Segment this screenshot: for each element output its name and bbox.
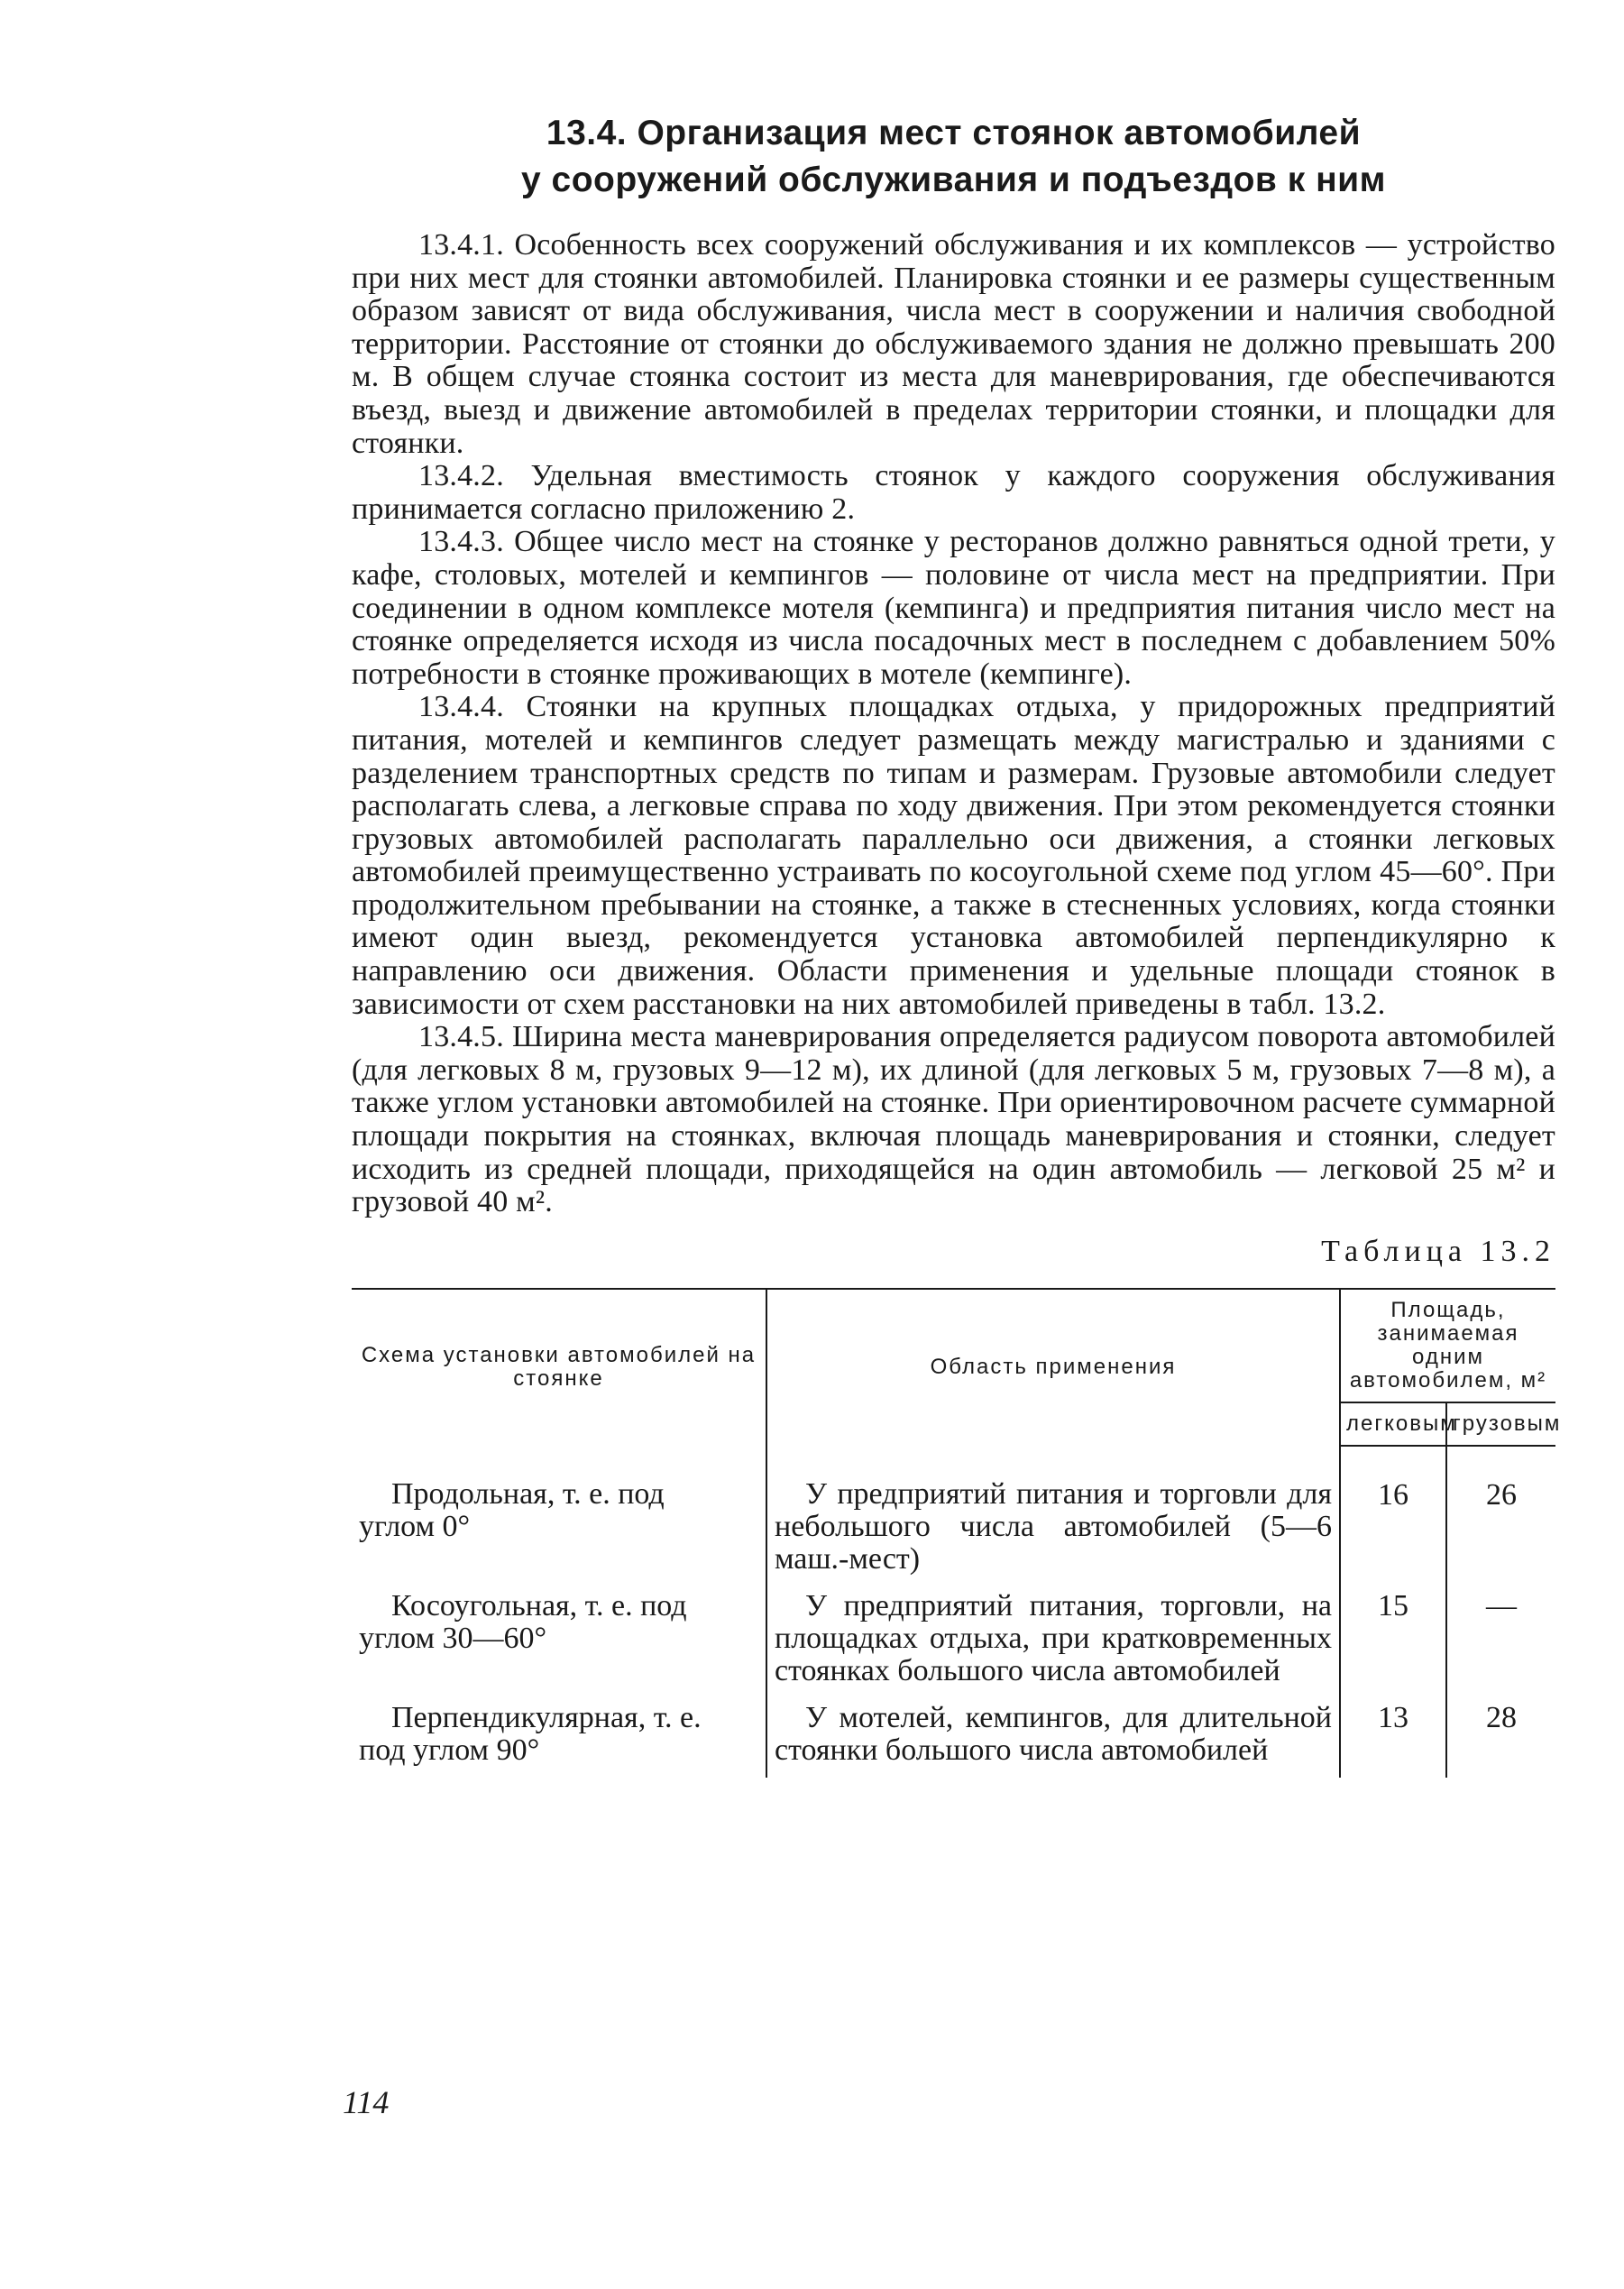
- cell-scheme: [352, 1698, 766, 1778]
- cell-application: У мотелей, кемпингов, для длительной стоянки большого числа автомобилей: [766, 1698, 1340, 1778]
- cell-application: У предприятий питания, торговли, на площадках отдыха, при кратковременных стоянках большого числа автомобилей: [766, 1586, 1340, 1698]
- cell-trucks: —: [1486, 1588, 1517, 1623]
- paragraph-13-4-1: 13.4.1. Особенность всех сооружений обслуживания и их комплексов — устройство при них мест для стоянки автомобилей. Планировка стоянки и ее размеры существенным образом зависят от вида обслуживания, числа мест в сооружении и наличия свободной территории. Расстояние от стоянки до обслуживаемого здания не должно превышать 200 м. В общем случае стоянка состоит из места для маневрирования, где обеспечиваются въезд, выезд и движение автомобилей в пределах территории стоянки, и площадки для стоянки.: [352, 228, 1555, 460]
- cell-cars: 15: [1340, 1586, 1446, 1698]
- paragraph-13-4-2: 13.4.2. Удельная вместимость стоянок у каждого сооружения обслуживания принимается согласно приложению 2.: [352, 459, 1555, 526]
- cell-cars: 13: [1340, 1698, 1446, 1778]
- header-application: Область применения: [766, 1289, 1340, 1446]
- page-number: 114: [343, 2084, 390, 2120]
- cell-trucks: 28: [1486, 1700, 1517, 1734]
- cell-trucks: 26: [1486, 1477, 1517, 1512]
- page-content: [352, 110, 1562, 1778]
- scheme-line: углом 30—60°: [359, 1621, 547, 1655]
- header-trucks: грузовым: [1446, 1402, 1555, 1446]
- paragraph-13-4-3: 13.4.3. Общее число мест на стоянке у ресторанов должно равняться одной трети, у кафе, столовых, мотелей и кемпингов — половине от числа мест на предприятии. При соединении в одном комплексе мотеля (кемпинга) и предприятия питания число мест на стоянке определяется исходя из числа посадочных мест в последнем с добавлением 50% потребности в стоянке проживающих в мотеле (кемпинге).: [352, 525, 1555, 691]
- scheme-line: Косоугольная, т. е. под: [391, 1588, 687, 1623]
- table-row: [352, 1698, 1555, 1778]
- cell-scheme: [352, 1446, 766, 1586]
- scheme-line: Перпендикулярная, т. е.: [391, 1700, 702, 1734]
- table-caption: Таблица 13.2: [1321, 1234, 1555, 1268]
- parking-schemes-table: [352, 1288, 1562, 1778]
- cell-scheme: [352, 1586, 766, 1698]
- table-row: [352, 1586, 1555, 1698]
- scheme-line: под углом 90°: [359, 1733, 540, 1767]
- scheme-line: углом 0°: [359, 1509, 471, 1543]
- header-area: Площадь, занимаемая одним автомобилем, м²: [1340, 1289, 1555, 1402]
- scheme-line: Продольная, т. е. под: [391, 1476, 665, 1511]
- paragraph-13-4-4: 13.4.4. Стоянки на крупных площадках отдыха, у придорожных предприятий питания, мотелей и кемпингов следует размещать между магистралью и зданиями с разделением транспортных средств по типам и размерам. Грузовые автомобили следует располагать слева, а легковые справа по ходу движения. При этом рекомендуется стоянки грузовых автомобилей располагать параллельно оси движения, а стоянки легковых автомобилей преимущественно устраивать по косоугольной схеме под углом 45—60°. При продолжительном пребывании на стоянке, а также в стесненных условиях, когда стоянки имеют один выезд, рекомендуется установка автомобилей перпендикулярно к направлению оси движения. Области применения и удельные площади стоянок в зависимости от схем расстановки на них автомобилей приведены в табл. 13.2.: [352, 690, 1555, 1021]
- section-title-line-2: у сооружений обслуживания и подъездов к ним: [521, 161, 1386, 199]
- section-title: [352, 110, 1555, 204]
- cell-application: У предприятий питания и торговли для небольшого числа автомобилей (5—6 маш.-мест): [766, 1446, 1340, 1586]
- cell-cars: 16: [1340, 1446, 1446, 1586]
- header-cars: легковым: [1340, 1402, 1446, 1446]
- table-row: [352, 1446, 1555, 1586]
- header-scheme: Схема установки автомобилей на стоянке: [352, 1289, 766, 1446]
- paragraph-13-4-5: 13.4.5. Ширина места маневрирования определяется радиусом поворота автомобилей (для легковых 8 м, грузовых 9—12 м), их длиной (для легковых 5 м, грузовых 7—8 м), а также углом установки автомобилей на стоянке. При ориентировочном расчете суммарной площади покрытия на стоянках, включая площадь маневрирования и стоянки, следует исходить из средней площади, приходящейся на один автомобиль — легковой 25 м² и грузовой 40 м².: [352, 1020, 1555, 1219]
- section-title-line-1: 13.4. Организация мест стоянок автомобилей: [546, 114, 1362, 152]
